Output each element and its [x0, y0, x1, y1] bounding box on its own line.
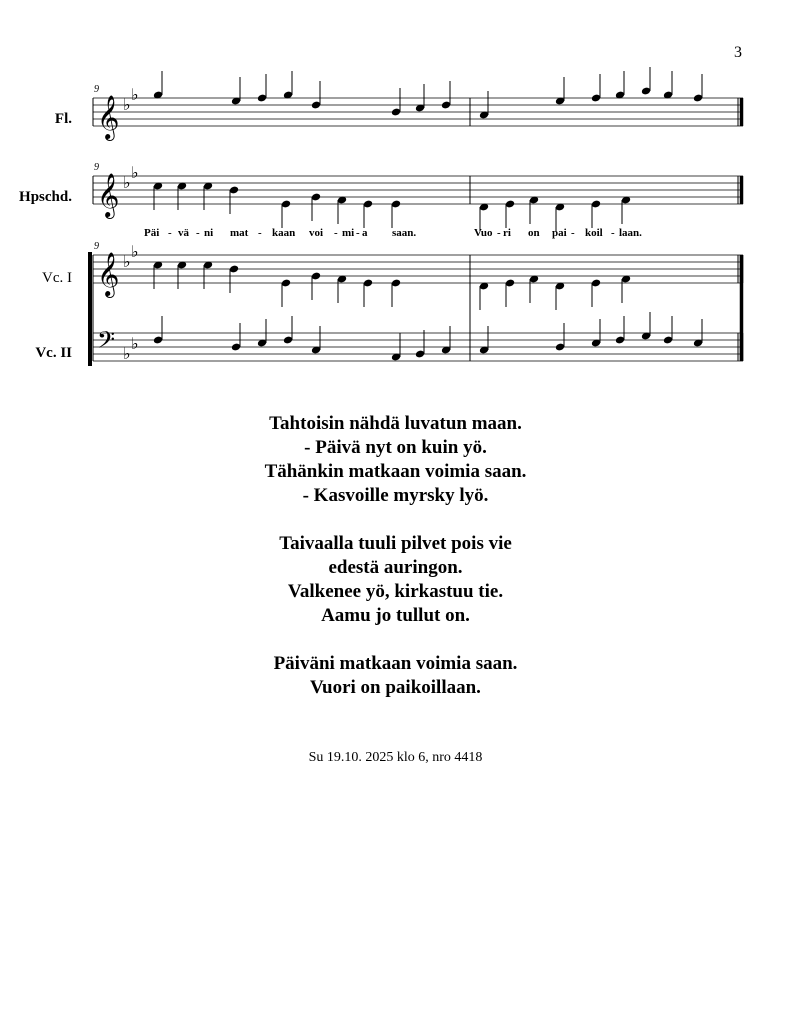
lyric-syllable: on	[528, 227, 540, 239]
poem-line: Päiväni matkaan voimia saan.	[273, 653, 518, 674]
lyric-syllable: mi	[342, 227, 355, 239]
lyric-syllable: -	[571, 227, 575, 239]
lyric-syllable: Päi	[144, 227, 160, 239]
lyric-syllable: laan.	[619, 227, 642, 239]
instrument-label-cello1: Vc. I	[42, 270, 72, 286]
poem-line: - Kasvoille myrsky lyö.	[302, 485, 489, 506]
lyric-syllable: kaan	[272, 227, 296, 239]
treble-clef-icon: 𝄞	[97, 95, 120, 139]
lyric-syllable: -	[334, 227, 338, 239]
music-score	[0, 0, 791, 400]
lyric-syllable: ri	[503, 227, 511, 239]
flat-icon: ♭	[131, 334, 139, 353]
poem-line: - Päivä nyt on kuin yö.	[304, 437, 487, 458]
flat-icon: ♭	[131, 163, 139, 182]
lyric-syllable: koil	[585, 227, 603, 239]
instrument-label-harpsichord: Hpschd.	[19, 189, 72, 205]
lyric-syllable: vä	[178, 227, 189, 239]
poem-line: Taivaalla tuuli pilvet pois vie	[279, 533, 512, 554]
page-number: 3	[734, 44, 742, 61]
lyric-syllable: -	[168, 227, 172, 239]
lyric-syllable: -	[497, 227, 501, 239]
poem-line: Tähänkin matkaan voimia saan.	[264, 461, 527, 482]
poem-text	[0, 412, 791, 724]
stanza	[0, 532, 791, 628]
lyric-syllable: -	[258, 227, 262, 239]
flat-icon: ♭	[123, 173, 131, 192]
staves	[90, 85, 743, 366]
lyric-syllable: a	[362, 227, 368, 239]
flat-icon: ♭	[131, 85, 139, 104]
notes	[153, 67, 703, 361]
lyric-syllable: -	[356, 227, 360, 239]
bass-clef-icon: 𝄢	[97, 326, 116, 359]
measure-number: 9	[94, 162, 99, 173]
flat-icon: ♭	[123, 252, 131, 271]
poem-line: Aamu jo tullut on.	[321, 605, 470, 626]
poem-line: edestä auringon.	[328, 557, 463, 578]
lyric-syllable: voi	[309, 227, 324, 239]
lyric-syllable: ni	[204, 227, 214, 239]
flat-icon: ♭	[131, 242, 139, 261]
stanza	[0, 412, 791, 508]
lyric-syllable: Vuo	[474, 227, 493, 239]
lyric-syllable: mat	[230, 227, 249, 239]
instrument-label-flute: Fl.	[54, 111, 72, 127]
poem-line: Vuori on paikoillaan.	[310, 677, 481, 698]
measure-number: 9	[94, 241, 99, 252]
flat-icon: ♭	[123, 344, 131, 363]
poem-line: Tahtoisin nähdä luvatun maan.	[269, 413, 522, 434]
treble-clef-icon: 𝄞	[97, 173, 120, 217]
lyric-syllable: saan.	[392, 227, 417, 239]
poem-line: Valkenee yö, kirkastuu tie.	[287, 581, 504, 602]
stanza	[0, 652, 791, 700]
measure-number: 9	[94, 84, 99, 95]
lyric-syllable: pai	[552, 227, 567, 239]
lyric-syllable: -	[196, 227, 200, 239]
instrument-label-cello2: Vc. II	[35, 345, 72, 361]
treble-clef-icon: 𝄞	[97, 252, 120, 296]
flat-icon: ♭	[123, 95, 131, 114]
footer-date: Su 19.10. 2025 klo 6, nro 4418	[308, 750, 483, 765]
lyric-syllable: -	[611, 227, 615, 239]
